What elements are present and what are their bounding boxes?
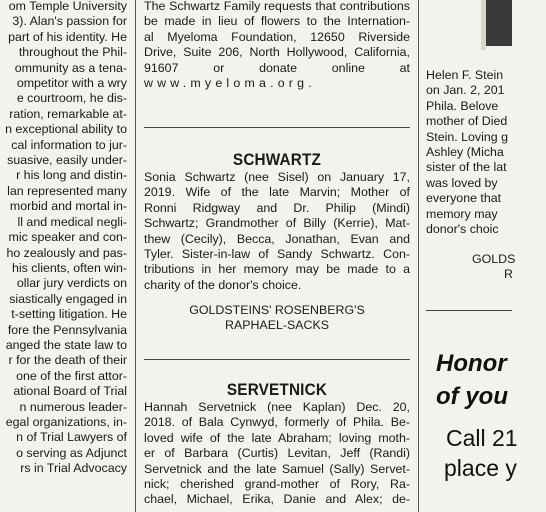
text-line: donor's choic [426,222,499,237]
text-line: was loved by [426,175,498,190]
text-line: Drive, Suite 206, North Hollywood, California, [144,45,410,60]
text-line: siastically engaged in [9,291,127,306]
text-line: Ashley (Micha [426,145,504,160]
text-line: Ronni Ridgway and Dr. Philip (Mindi) [144,200,410,215]
schwartz-family-contribution-text [144,0,410,91]
text-line: Helen F. Stein [426,68,504,82]
text-line: al Myeloma Foundation, 12650 Riverside [144,29,410,44]
text-line: n exceptional ability to [5,122,127,137]
funeral-home-credit-schwartz [144,303,410,334]
text-line: egal organizations, in- [5,414,127,429]
ad-call-to-action: Call 21 [446,425,518,451]
text-line: charity of the donor's choice. [144,277,302,292]
text-line: be made in lieu of flowers to the Internation- [144,14,410,29]
text-line: Servetnick and the late Samuel (Sally) Servet- [144,461,410,476]
text-line: om Temple University [8,0,127,13]
obituary-column-right [426,0,518,512]
text-line: n numerous leader- [19,399,127,414]
text-line: 2019. Wife of the late Marvin; Mother of [144,185,410,200]
funeral-home-name: GOLDS [472,252,516,266]
text-line: memory may [426,206,498,221]
text-line: ollar jury verdicts on [16,276,127,291]
obituary-body-schwartz [144,170,410,293]
text-line: nick; cherished grand-mother of Rory, Ra- [144,477,410,492]
obituary-body-stein [426,68,546,237]
text-line: everyone that [426,191,502,206]
text-line: throughout the Phil- [18,45,127,60]
text-line: www.myeloma.org. [144,76,316,91]
text-line: n of Trial Lawyers of [16,430,127,445]
text-line: chael, Michael, Erika, Danie and Alex; de- [144,492,410,507]
text-line: Tyler. Sister-in-law of Sandy Schwartz. Con- [144,247,410,262]
text-line: one of the first attor- [16,368,127,383]
portrait-photo [486,0,512,46]
text-line: his clients, often win- [11,260,127,275]
text-line: Sonia Schwartz (nee Sisel) on January 17, [144,170,410,184]
section-rule [426,310,512,311]
text-line: ompetitor with a wry [16,76,127,91]
text-line: fore the Pennsylvania [7,322,127,337]
section-rule [144,127,410,128]
section-rule [144,359,410,360]
text-line: suasive, easily under- [7,153,127,168]
text-line: ll and medical negli- [17,214,127,229]
funeral-home-credit-stein [426,252,546,283]
text-line: 3). Alan's passion for [12,14,127,29]
ad-call-to-action: place y [444,455,517,481]
funeral-home-name: RAPHAEL-SACKS [225,318,329,333]
text-line: r his long and distin- [16,168,127,183]
text-line: anged the state law to [5,337,127,352]
obituary-column-middle [144,0,410,512]
obituary-heading-schwartz: SCHWARTZ [232,150,322,169]
text-line: Hannah Servetnick (nee Kaplan) Dec. 20, [144,400,410,414]
funeral-home-name: R [504,267,513,282]
text-line: part of his identity. He [8,29,127,44]
funeral-home-name: GOLDSTEINS' ROSENBERG'S [189,303,365,317]
text-line: mic speaker and con- [8,230,127,245]
text-line: t-setting litigation. He [11,307,127,322]
text-line: Phila. Belove [426,98,499,113]
text-line: ommunity as a tena- [14,60,127,75]
text-line: r for the death of their [8,353,127,368]
text-line: er of Barbara (Curtis) Levitan, Jeff (Randi) [144,446,410,461]
column-divider-left [135,0,136,512]
text-line: mother of Died [426,114,508,129]
text-line: cal information to jur- [11,137,127,152]
text-line: Stein. Loving g [426,129,508,144]
text-line: 2018. of Bala Cynwyd, formerly of Phila. Be- [144,415,410,430]
obituary-body-servetnick [144,400,410,508]
text-line: thew (Cecily), Becca, Jonathan, Evan and [144,231,410,246]
ad-headline: of you [436,383,508,410]
obituary-text-left [0,0,127,477]
obituary-column-left [0,0,127,512]
text-line: ho zealously and pas- [6,245,127,260]
ad-headline: Honor [436,350,507,377]
column-divider-right [418,0,419,512]
text-line: sister of the lat [426,160,507,175]
text-line: rs in Trial Advocacy [20,461,127,476]
text-line: ration, remarkable at- [9,106,127,121]
text-line: on Jan. 2, 201 [426,83,505,98]
obituary-heading-servetnick: SERVETNICK [226,380,328,399]
text-line: tributions in her memory may be made to a [144,262,410,277]
text-line: morbid and mortal in- [9,199,127,214]
text-line: Schwartz; Grandmother of Billy (Kerrie), Mat- [144,216,410,231]
text-line: e courtroom, he dis- [16,91,127,106]
text-line: lan represented many [7,183,127,198]
text-line: ational Board of Trial [13,384,127,399]
text-line: 91607 or donate online at [144,60,410,75]
text-line: loved wife of the late Abraham; loving moth- [144,430,410,445]
text-line: The Schwartz Family requests that contributions [144,0,410,13]
text-line: o serving as Adjunct [16,445,127,460]
